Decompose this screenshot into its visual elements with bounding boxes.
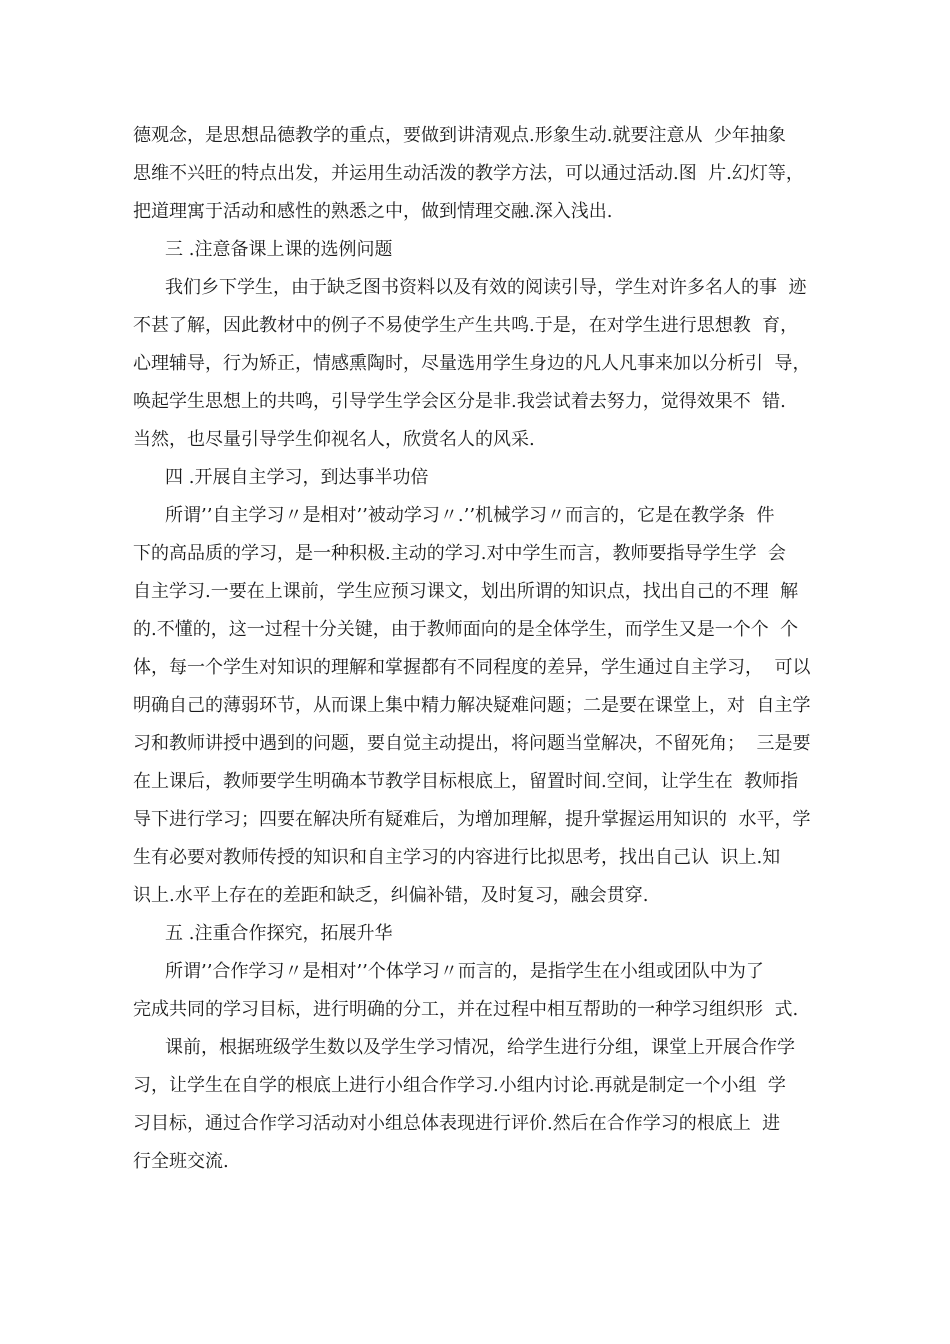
- body-text-line: 体，每一个学生对知识的理解和掌握都有不同程度的差异，学生通过自主学习， 可以: [133, 657, 811, 678]
- body-text-line: 习，让学生在自学的根底上进行小组合作学习.小组内讨论.再就是制定一个小组 学: [133, 1075, 786, 1096]
- body-text-line: 德观念，是思想品德教学的重点，要做到讲清观点.形象生动.就要注意从 少年抽象: [133, 125, 786, 146]
- section-heading: 五 .注重合作探究，拓展升华: [165, 923, 393, 944]
- body-text-line: 明确自己的薄弱环节，从而课上集中精力解决疑难问题；二是要在课堂上，对 自主学: [133, 695, 811, 716]
- section-heading: 三 .注意备课上课的选例问题: [165, 239, 393, 260]
- body-text-line: 唤起学生思想上的共鸣，引导学生学会区分是非.我尝试着去努力，觉得效果不 错.: [133, 391, 786, 412]
- body-text-line: 自主学习.一要在上课前，学生应预习课文，划出所谓的知识点，找出自己的不理 解: [133, 581, 799, 602]
- body-text-line: 心理辅导，行为矫正，情感熏陶时，尽量选用学生身边的凡人凡事来加以分析引 导，: [133, 353, 811, 374]
- body-text-line: 导下进行学习；四要在解决所有疑难后，为增加理解，提升掌握运用知识的 水平，学: [133, 809, 811, 830]
- body-text-line: 的.不懂的，这一过程十分关键，由于教师面向的是全体学生，而学生又是一个个 个: [133, 619, 799, 640]
- section-heading: 四 .开展自主学习，到达事半功倍: [165, 467, 429, 488]
- body-text-line: 我们乡下学生，由于缺乏图书资料以及有效的阅读引导，学生对许多名人的事 迹: [165, 277, 807, 298]
- body-text-line: 习目标，通过合作学习活动对小组总体表现进行评价.然后在合作学习的根底上 进: [133, 1113, 781, 1134]
- body-text-line: 在上课后，教师要学生明确本节教学目标根底上，留置时间.空间，让学生在 教师指: [133, 771, 799, 792]
- body-text-line: 所谓’’合作学习〃是相对’’个体学习〃而言的，是指学生在小组或团队中为了: [165, 961, 764, 982]
- body-text-line: 思维不兴旺的特点出发，并运用生动活泼的教学方法，可以通过活动.图 片.幻灯等，: [133, 163, 804, 184]
- body-text-line: 生有必要对教师传授的知识和自主学习的内容进行比拟思考，找出自己认 识上.知: [133, 847, 781, 868]
- body-text-line: 完成共同的学习目标，进行明确的分工，并在过程中相互帮助的一种学习组织形 式.: [133, 999, 799, 1020]
- body-text-line: 把道理寓于活动和感性的熟悉之中，做到情理交融.深入浅出.: [133, 201, 613, 222]
- body-text-line: 所谓’’自主学习〃是相对’’被动学习〃.’’机械学习〃而言的，它是在教学条 件: [165, 505, 775, 526]
- body-text-line: 识上.水平上存在的差距和缺乏，纠偏补错，及时复习，融会贯穿.: [133, 885, 649, 906]
- body-text-line: 课前，根据班级学生数以及学生学习情况，给学生进行分组，课堂上开展合作学: [165, 1037, 795, 1058]
- body-text-line: 当然，也尽量引导学生仰视名人，欣赏名人的风采.: [133, 429, 535, 450]
- body-text-line: 下的高品质的学习，是一种积极.主动的学习.对中学生而言，教师要指导学生学 会: [133, 543, 786, 564]
- body-text-line: 习和教师讲授中遇到的问题，要自觉主动提出，将问题当堂解决，不留死角； 三是要: [133, 733, 811, 754]
- body-text-line: 不甚了解，因此教材中的例子不易使学生产生共鸣.于是，在对学生进行思想教 育，: [133, 315, 799, 336]
- body-text-line: 行全班交流.: [133, 1151, 229, 1172]
